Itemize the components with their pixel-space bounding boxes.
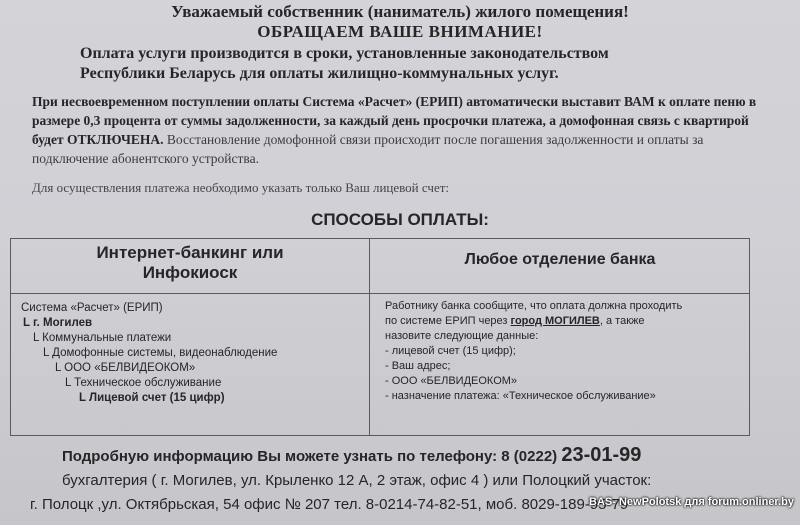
tree-item: L Техническое обслуживание: [65, 377, 222, 389]
tree-item: L ООО «БЕЛВИДЕОКОМ»: [55, 362, 196, 374]
bank-line: - назначение платежа: «Техническое обслуживание»: [385, 390, 656, 402]
city-name: город МОГИЛЕВ: [510, 315, 600, 327]
account-instruction: Для осуществления платежа необходимо указать только Ваш лицевой счет:: [32, 180, 450, 195]
phone-code: 8 (0222): [501, 448, 562, 465]
tree-item: L Коммунальные платежи: [33, 332, 172, 344]
bank-line: [385, 314, 741, 329]
internet-banking-header-line-2: Инфокиоск: [142, 263, 238, 282]
payment-terms-line-1: Оплата услуги производится в сроки, установленные законодательством: [80, 45, 609, 62]
column-divider: [369, 239, 370, 435]
phone-label: Подробную информацию Вы можете узнать по телефону:: [62, 448, 502, 465]
internet-banking-header: [11, 243, 369, 283]
bank-instructions: [385, 299, 741, 404]
bank-line: - ООО «БЕЛВИДЕОКОМ»: [385, 375, 518, 387]
tree-item: L г. Могилев: [23, 317, 93, 329]
payment-methods-table: [10, 238, 750, 436]
tree-item: L Лицевой счет (15 цифр): [79, 392, 225, 404]
bank-line: Работнику банка сообщите, что оплата должна проходить: [385, 300, 683, 312]
greeting-heading: Уважаемый собственник (наниматель) жилого помещения!: [171, 2, 629, 21]
watermark: BAS- NewPolotsk для forum.onliner.by: [589, 496, 794, 508]
restoration-note: Восстановление домофонной связи происходит после погашения задолженности и оплаты за подключение абонентского устройства.: [32, 132, 704, 166]
phone-info: [62, 444, 762, 467]
bank-line: - Ваш адрес;: [385, 360, 451, 372]
attention-heading: ОБРАЩАЕМ ВАШЕ ВНИМАНИЕ!: [257, 22, 543, 41]
bank-line: - лицевой счет (15 цифр);: [385, 345, 516, 357]
tree-item: Система «Расчет» (ЕРИП): [21, 302, 163, 314]
payment-methods-title: СПОСОБЫ ОПЛАТЫ:: [311, 210, 489, 229]
bank-line-part: по системе ЕРИП через: [385, 315, 511, 327]
phone-number: 23-01-99: [561, 444, 642, 466]
late-payment-paragraph: [32, 92, 772, 168]
bank-line-part: , а также: [599, 315, 645, 327]
payment-terms-line-2: Республики Беларусь для оплаты жилищно-коммунальных услуг.: [80, 65, 559, 82]
bank-branch-header: Любое отделение банка: [464, 251, 656, 268]
row-divider: [11, 293, 749, 294]
tree-item: L Домофонные системы, видеонаблюдение: [43, 347, 278, 359]
bank-line: назовите следующие данные:: [385, 330, 539, 342]
erip-tree: [21, 301, 361, 406]
late-payment-warning: При несвоевременном поступлении оплаты Система «Расчет» (ЕРИП) автоматически выставит ВАМ к оплате пеню в размере 0,3 процента от суммы задолженности, за каждый день просрочки платежа, а домофонная связь с квартирой будет ОТКЛЮЧЕНА.: [32, 94, 757, 147]
polotsk-address: г. Полоцк ,ул. Октябрьская, 54 офис № 207 тел. 8-0214-74-82-51, моб. 8029-189-95-79: [30, 496, 629, 513]
accounting-address: бухгалтерия ( г. Могилев, ул. Крыленко 12 А, 2 этаж, офис 4 ) или Полоцкий участок:: [62, 472, 652, 489]
internet-banking-header-line-1: Интернет-банкинг или: [96, 243, 284, 262]
payment-terms-paragraph: [80, 44, 780, 84]
